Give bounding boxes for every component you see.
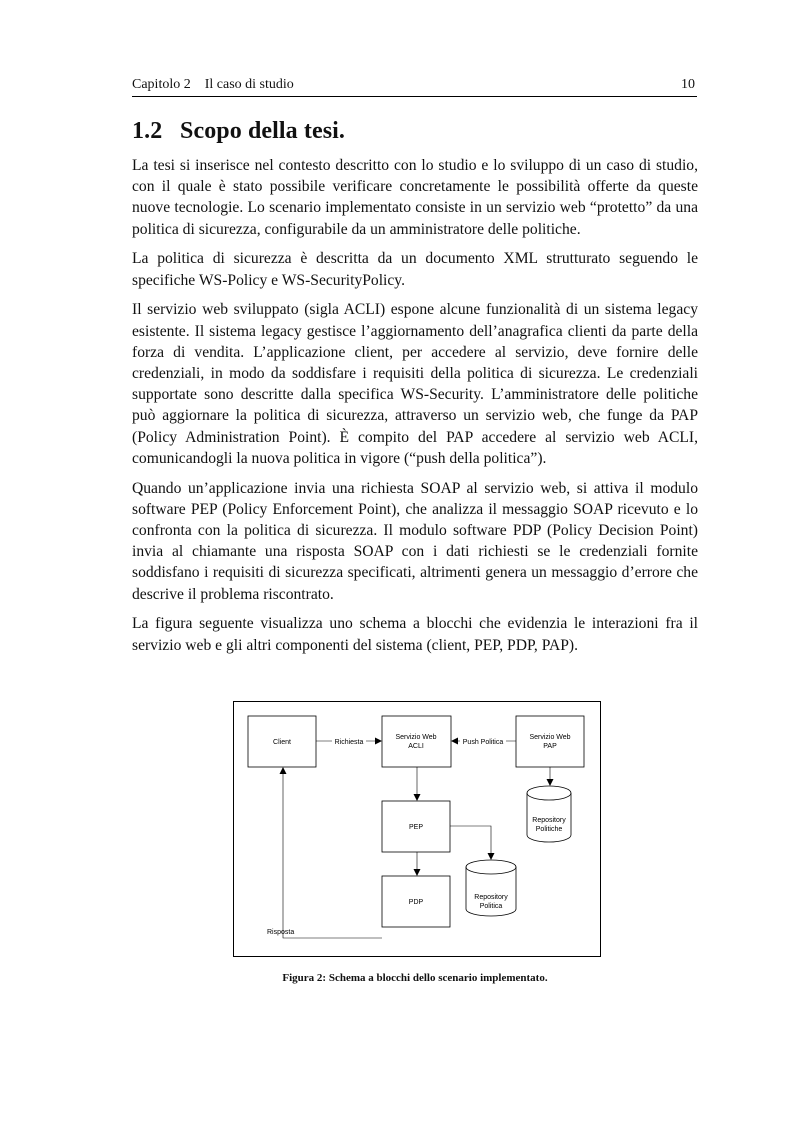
- paragraph: La figura seguente visualizza uno schema a blocchi che evidenzia le interazioni fra il servizio web e gli altri componenti del sistema (client, PEP, PDP, PAP).: [132, 615, 698, 654]
- section-number: 1.2: [132, 118, 163, 144]
- block-diagram-svg: [234, 702, 602, 958]
- repository-politiche-label-line2: Politiche: [535, 826, 563, 833]
- pap-label-line2: PAP: [543, 743, 557, 750]
- push-politica-label: Push Politica: [462, 739, 504, 746]
- block-diagram: [233, 701, 601, 957]
- header-chapter-title: Il caso di studio: [204, 77, 294, 92]
- repository-politica-label-line2: Politica: [479, 903, 503, 910]
- pap-label-line1: Servizio Web: [529, 734, 571, 741]
- acli-label-line2: ACLI: [408, 743, 424, 750]
- repository-politiche-cylinder: [527, 786, 571, 842]
- page-number: 10: [681, 77, 695, 92]
- header-chapter: [132, 77, 294, 93]
- risposta-arrow: [283, 768, 382, 938]
- header-chapter-label: Capitolo 2: [132, 77, 191, 92]
- client-label: Client: [273, 739, 291, 746]
- paragraph: La tesi si inserisce nel contesto descritto con lo studio e lo sviluppo di un caso di studio, con il quale è stato possibile verificare concretamente le possibilità offerte da queste nuove tecnologie. Lo scenario implementato consiste in un servizio web “protetto” da una politica di sicurezza, configurabile da un amministratore delle politiche.: [132, 157, 698, 238]
- acli-label-line1: Servizio Web: [395, 734, 437, 741]
- pep-label: PEP: [408, 824, 424, 831]
- pap-service-block: [516, 716, 584, 767]
- body-text: [132, 155, 698, 664]
- pdp-label: PDP: [408, 899, 424, 906]
- acli-service-block: [382, 716, 451, 767]
- risposta-label: Risposta: [267, 929, 295, 936]
- section-title: Scopo della tesi.: [180, 118, 346, 144]
- running-header: [132, 76, 697, 97]
- repository-politica-label-line1: Repository: [474, 894, 508, 901]
- richiesta-label: Richiesta: [334, 739, 364, 746]
- paragraph: Quando un’applicazione invia una richiesta SOAP al servizio web, si attiva il modulo software PEP (Policy Enforcement Point), che analizza il messaggio SOAP ricevuto e lo confronta con la politica di sicurezza. Il modulo software PDP (Policy Decision Point) invia al chiamante una risposta SOAP con i dati richiesti se le credenziali fornite soddisfano i requisiti di sicurezza specificati, altrimenti genera un messaggio d’errore che descrive il problema riscontrato.: [132, 479, 698, 603]
- paragraph: Il servizio web sviluppato (sigla ACLI) espone alcune funzionalità di un sistema legacy esistente. Il sistema legacy gestisce l’aggiornamento dell’anagrafica clienti da parte della forza di vendita. L’applicazione client, per accedere al servizio, deve fornire delle credenziali, in modo da soddisfare i requisiti della politica di sicurezza. Le credenziali supportate sono descritte dalla specifica WS-Security. L’amministratore delle politiche può aggiornare la politica di sicurezza, attraverso un servizio web, che funge da PAP (Policy Administration Point). È compito del PAP accedere al servizio web ACLI, comunicandogli la nuova politica in vigore (“push della politica”).: [132, 301, 698, 467]
- section-heading: [132, 118, 345, 145]
- repository-politiche-label-line1: Repository: [532, 817, 566, 824]
- paragraph: La politica di sicurezza è descritta da un documento XML strutturato seguendo le specifiche WS-Policy e WS-SecurityPolicy.: [132, 250, 698, 289]
- pep-to-repository-arrow: [450, 826, 491, 859]
- figure-caption: Figura 2: Schema a blocchi dello scenario implementato.: [282, 972, 548, 984]
